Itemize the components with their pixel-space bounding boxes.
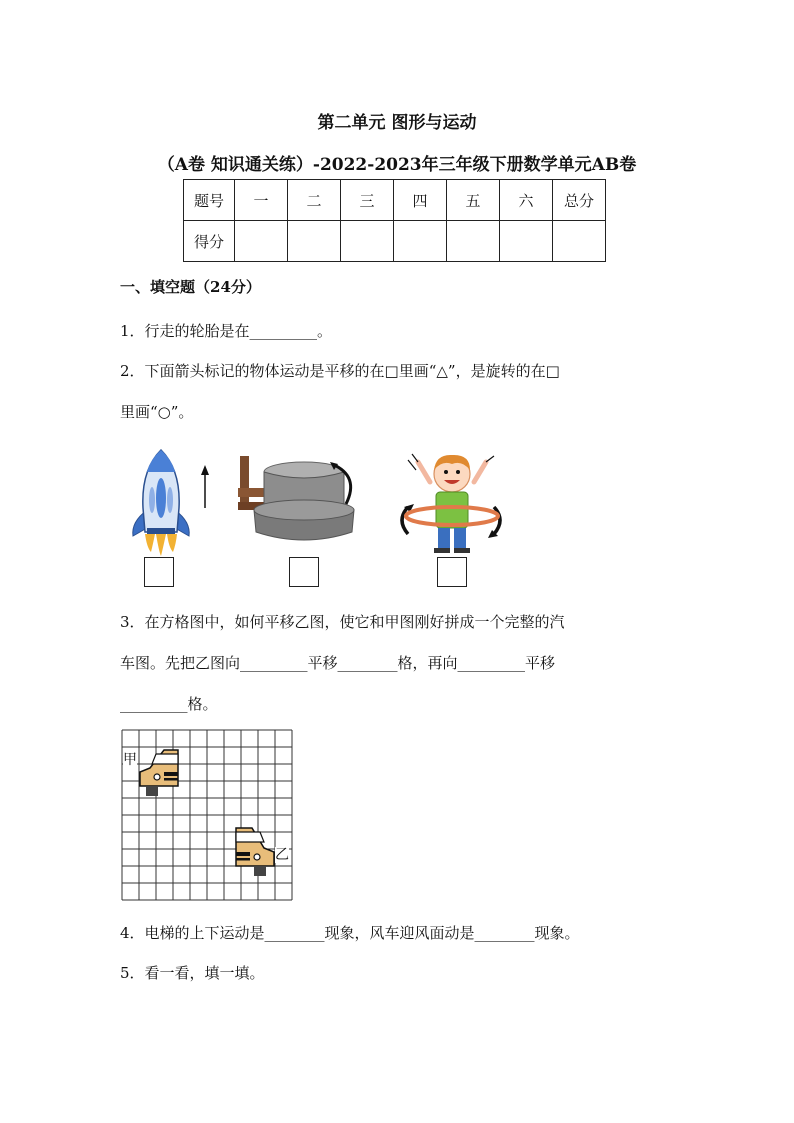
table-row [184, 221, 606, 262]
score-cell[interactable] [500, 221, 553, 262]
table-header-cell: 二 [288, 180, 341, 221]
question-4: 4．电梯的上下运动是________现象，风车迎风面动是________现象。 [120, 924, 580, 942]
answer-box-rocket[interactable] [144, 557, 174, 587]
question-2-line-2: 里画“○”。 [120, 403, 194, 421]
score-cell[interactable] [235, 221, 288, 262]
question-3-line-1: 3．在方格图中，如何平移乙图，使它和甲图刚好拼成一个完整的汽 [120, 613, 565, 631]
table-row [184, 180, 606, 221]
answer-box-hula-hoop[interactable] [437, 557, 467, 587]
table-header-cell: 三 [341, 180, 394, 221]
question-1: 1．行走的轮胎是在_________。 [120, 322, 333, 340]
hula-hoop-boy-icon [390, 452, 515, 557]
question-5: 5．看一看，填一填。 [120, 964, 265, 982]
rocket-icon [125, 448, 220, 558]
score-cell[interactable] [553, 221, 606, 262]
question-3-line-3: _________格。 [120, 695, 218, 713]
table-header-cell: 一 [235, 180, 288, 221]
score-cell[interactable] [341, 221, 394, 262]
score-table [183, 179, 606, 262]
score-cell[interactable] [394, 221, 447, 262]
score-cell[interactable] [288, 221, 341, 262]
table-row-label: 得分 [184, 221, 235, 262]
car-half-a-icon [140, 750, 178, 796]
square-grid [120, 728, 296, 904]
grid-label-a: 甲 [123, 752, 137, 768]
grid-label-b: 乙 [275, 847, 289, 863]
question-2-line-1: 2．下面箭头标记的物体运动是平移的在□里画“△”，是旋转的在□ [120, 362, 560, 380]
table-header-cell: 总分 [553, 180, 606, 221]
question-3-line-2: 车图。先把乙图向_________平移________格，再向_________平移 [120, 654, 556, 672]
table-header-cell: 四 [394, 180, 447, 221]
millstone-icon [234, 452, 364, 552]
page-subtitle: （A卷 知识通关练）-2022-2023年三年级下册数学单元AB卷 [157, 155, 637, 175]
answer-box-millstone[interactable] [289, 557, 319, 587]
section-heading: 一、填空题（24分） [120, 278, 261, 296]
table-header-cell: 题号 [184, 180, 235, 221]
table-header-cell: 五 [447, 180, 500, 221]
page-title: 第二单元 图形与运动 [317, 113, 477, 133]
table-header-cell: 六 [500, 180, 553, 221]
car-half-b-icon [236, 828, 274, 876]
score-cell[interactable] [447, 221, 500, 262]
